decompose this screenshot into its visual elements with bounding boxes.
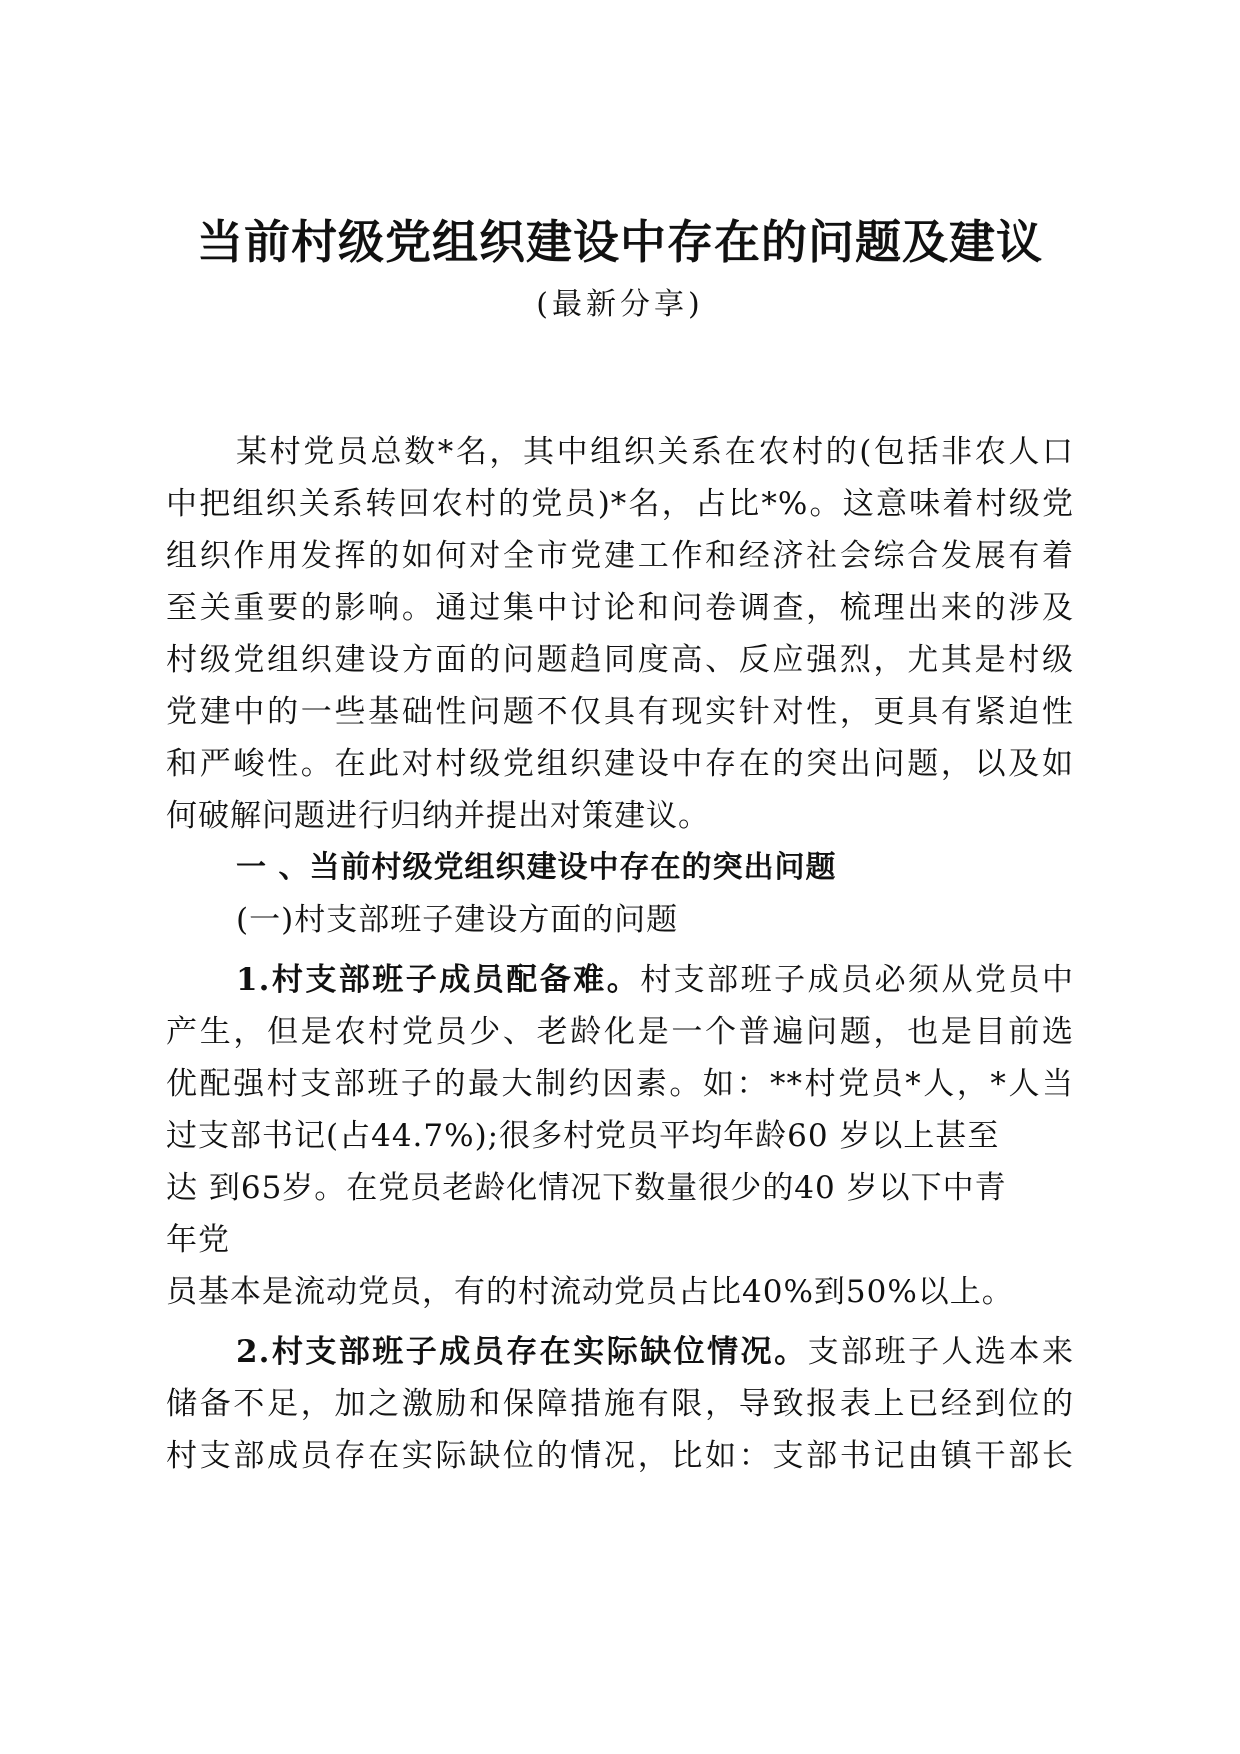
item-1-paragraph xyxy=(166,954,1074,1318)
item-title: 1.村支部班子成员配备难。 xyxy=(236,962,641,998)
paragraph-line: 至关重要的影响。通过集中讨论和问卷调查，梳理出来的涉及 xyxy=(166,590,1074,626)
paragraph-line: 村级党组织建设方面的问题趋同度高、反应强烈，尤其是村级 xyxy=(166,642,1074,678)
paragraph-line: 过支部书记(占44.7%);很多村党员平均年龄60 岁以上甚至 xyxy=(166,1118,1000,1154)
paragraph-line: 员基本是流动党员，有的村流动党员占比40%到50%以上。 xyxy=(166,1274,1014,1310)
paragraph-line: 达 到65岁。在党员老龄化情况下数量很少的40 岁以下中青 xyxy=(166,1170,1007,1206)
section-heading: 一 、当前村级党组织建设中存在的突出问题 xyxy=(236,850,837,885)
document-title: 当前村级党组织建设中存在的问题及建议 xyxy=(197,215,1043,269)
paragraph-line: 党建中的一些基础性问题不仅具有现实针对性，更具有紧迫性 xyxy=(166,694,1074,730)
paragraph-line: 何破解问题进行归纳并提出对策建议。 xyxy=(166,798,710,834)
paragraph-line: 产生，但是农村党员少、老龄化是一个普遍问题，也是目前选 xyxy=(166,1014,1074,1050)
paragraph-line xyxy=(166,954,1074,1006)
paragraph-line: 年党 xyxy=(166,1222,230,1258)
intro-paragraph xyxy=(166,426,1074,842)
paragraph-line: 某村党员总数*名，其中组织关系在农村的(包括非农人口 xyxy=(236,434,1074,470)
document-subtitle: (最新分享) xyxy=(536,287,704,322)
subsection-heading: (一)村支部班子建设方面的问题 xyxy=(236,902,679,938)
item-text: 支部班子人选本来 xyxy=(807,1334,1074,1370)
paragraph-line: 储备不足，加之激励和保障措施有限，导致报表上已经到位的 xyxy=(166,1386,1074,1422)
item-2-paragraph xyxy=(166,1326,1074,1482)
paragraph-line: 和严峻性。在此对村级党组织建设中存在的突出问题，以及如 xyxy=(166,746,1074,782)
document-body xyxy=(166,426,1074,1482)
paragraph-line: 村支部成员存在实际缺位的情况，比如：支部书记由镇干部长 xyxy=(166,1438,1074,1474)
paragraph-line: 中把组织关系转回农村的党员)*名，占比*%。这意味着村级党 xyxy=(166,486,1074,522)
item-title: 2.村支部班子成员存在实际缺位情况。 xyxy=(236,1334,808,1370)
item-text: 村支部班子成员必须从党员中 xyxy=(640,962,1074,998)
paragraph-line xyxy=(166,1326,1074,1378)
paragraph-line: 优配强村支部班子的最大制约因素。如：**村党员*人，*人当 xyxy=(166,1066,1074,1102)
paragraph-line: 组织作用发挥的如何对全市党建工作和经济社会综合发展有着 xyxy=(166,538,1074,574)
